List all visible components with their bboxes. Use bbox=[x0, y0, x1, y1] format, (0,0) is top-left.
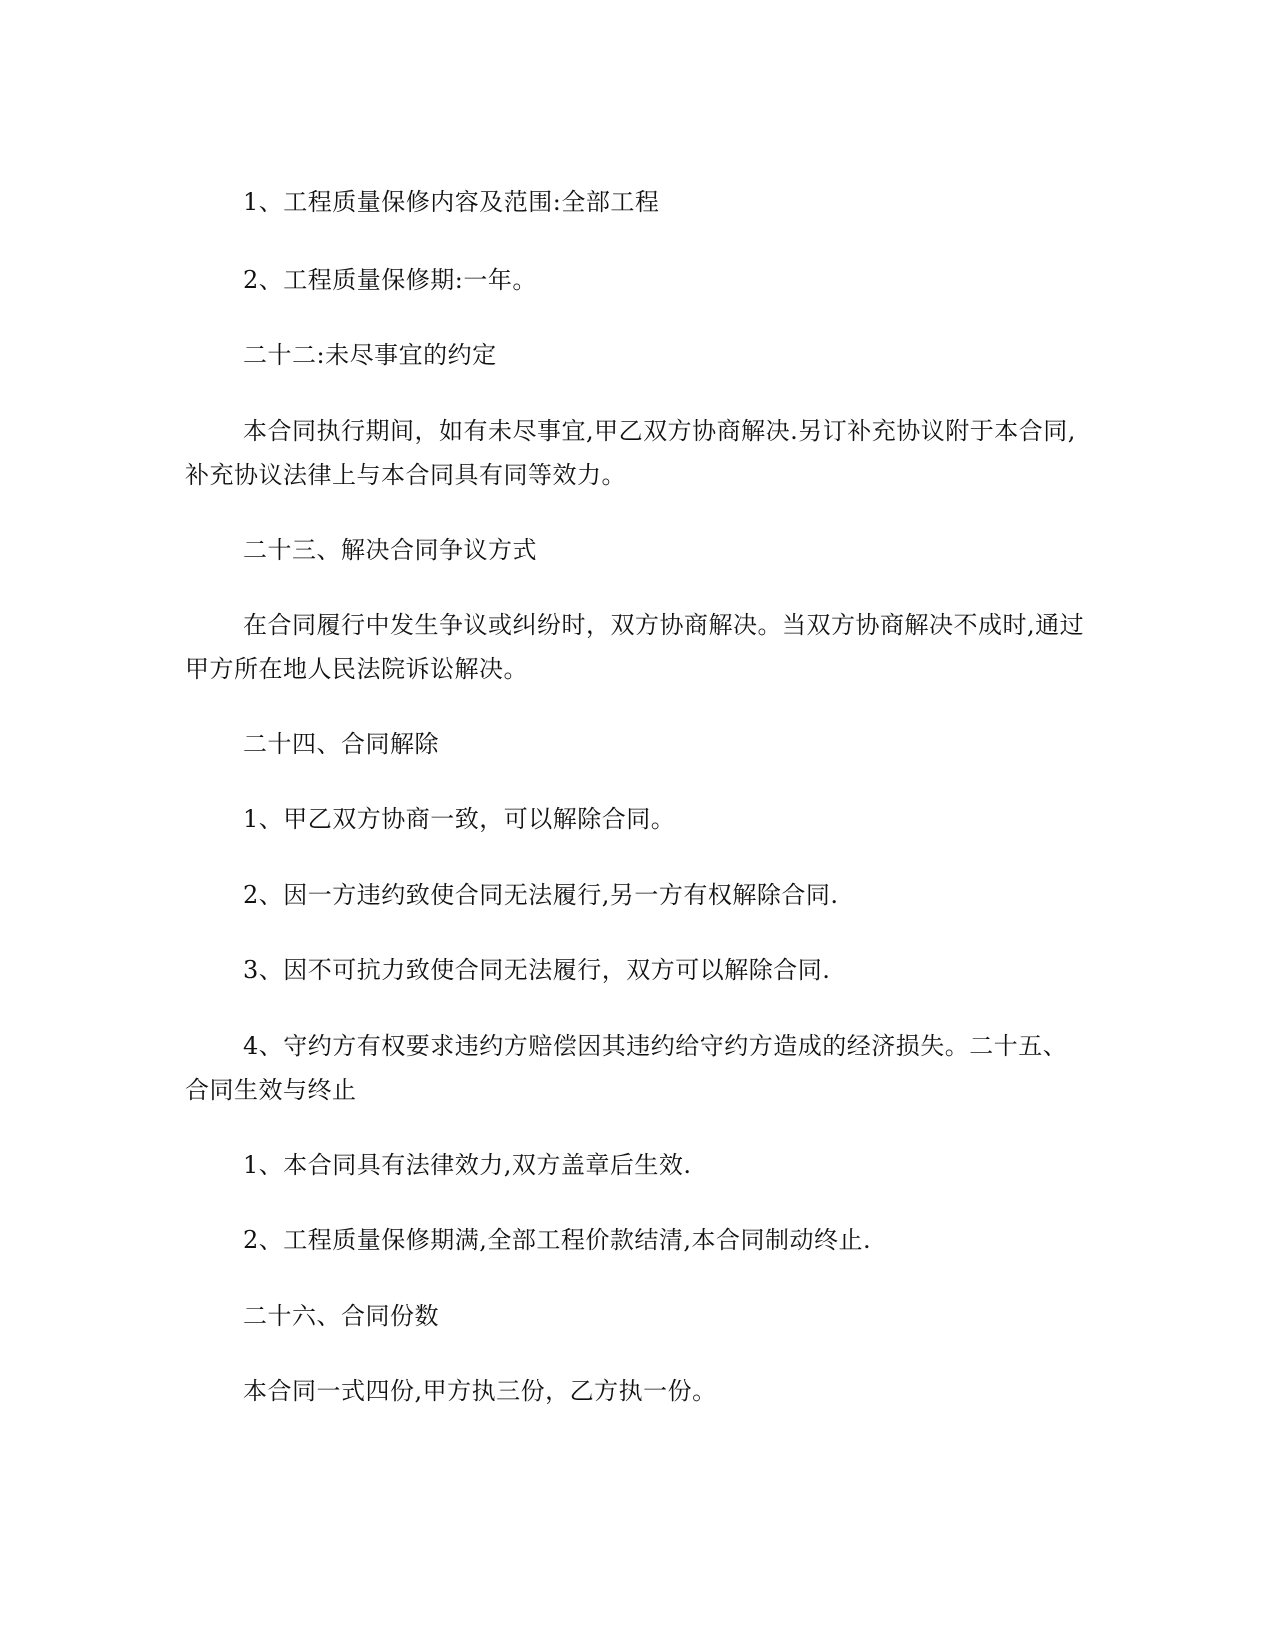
heading-article-24: 二十四、合同解除 bbox=[243, 730, 439, 758]
paragraph-termination-2: 2、因一方违约致使合同无法履行,另一方有权解除合同. bbox=[243, 881, 839, 909]
paragraph-warranty-scope: 1、工程质量保修内容及范围:全部工程 bbox=[243, 188, 660, 216]
paragraph-copies: 本合同一式四份,甲方执三份，乙方执一份。 bbox=[243, 1377, 717, 1405]
heading-article-23: 二十三、解决合同争议方式 bbox=[243, 536, 537, 564]
heading-article-26: 二十六、合同份数 bbox=[243, 1302, 439, 1330]
paragraph-termination-1: 1、甲乙双方协商一致，可以解除合同。 bbox=[243, 805, 676, 833]
paragraph-unresolved-matters: 本合同执行期间，如有未尽事宜,甲乙双方协商解决.另订补充协议附于本合同,补充协议法律上与本合同具有同等效力。 bbox=[185, 417, 1076, 489]
paragraph-warranty-period: 2、工程质量保修期:一年。 bbox=[243, 266, 537, 294]
heading-article-22: 二十二:未尽事宜的约定 bbox=[243, 341, 497, 369]
paragraph-effect-2: 2、工程质量保修期满,全部工程价款结清,本合同制动终止. bbox=[243, 1226, 872, 1254]
paragraph-termination-3: 3、因不可抗力致使合同无法履行，双方可以解除合同. bbox=[243, 956, 831, 984]
paragraph-effect-1: 1、本合同具有法律效力,双方盖章后生效. bbox=[243, 1151, 692, 1179]
paragraph-termination-4: 4、守约方有权要求违约方赔偿因其违约给守约方造成的经济损失。二十五、合同生效与终止 bbox=[185, 1032, 1068, 1104]
paragraph-dispute-resolution: 在合同履行中发生争议或纠纷时，双方协商解决。当双方协商解决不成时,通过甲方所在地人民法院诉讼解决。 bbox=[185, 611, 1085, 683]
